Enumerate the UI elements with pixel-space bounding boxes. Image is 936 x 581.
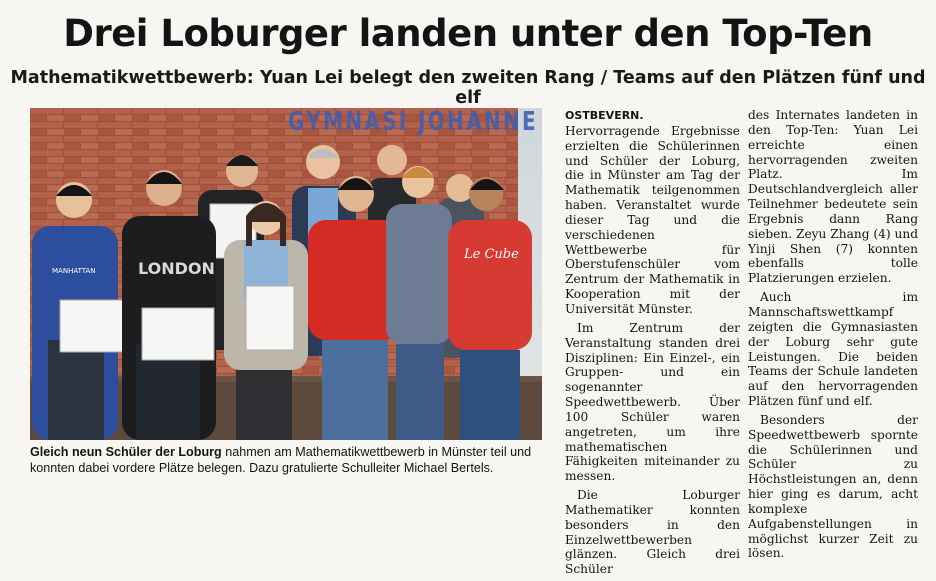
shirt-print-le-cube: Le Cube	[464, 247, 519, 262]
wall-lettering: GYMNASI JOHANNE	[288, 108, 538, 137]
caption-lead: Gleich neun Schüler der Loburg	[30, 445, 222, 459]
paragraph-4: des Internates landeten in den Top-Ten: Yuan Lei erreichte einen hervorragenden zweiten Platz. Im Deutschlandvergleich aller Teilnehmer bedeutete sein Ergebnis dann Rang sieben. Zeyu Zhang (4) und Yinji Shen (7) konnten ebenfalls tolle Platzierungen erzielen.	[748, 108, 919, 286]
group-photo	[30, 108, 542, 440]
paragraph-2: Im Zentrum der Veranstaltung standen drei Disziplinen: Ein Einzel-, ein Gruppen- und ein sogenannter Speedwettbewerb. Über 100 Schüler waren angetreten, um ihre mathematischen Fähigkeiten miteinander zu messen.	[565, 320, 740, 484]
paragraph-5: Auch im Mannschaftswettkampf zeigten die Gymnasiasten der Loburg sehr gute Leistungen. Die beiden Teams der Schule landeten auf den hervorragenden Plätzen fünf und elf.	[748, 290, 918, 409]
photo-caption	[30, 445, 542, 476]
dateline: OSTBEVERN.	[565, 109, 644, 122]
paragraph-3: Die Loburger Mathematiker konnten besonders in den Einzelwettbewerben glänzen. Gleich drei Schüler	[565, 488, 740, 577]
paragraph-6: Besonders der Speedwettbewerb spornte die Schülerinnen und Schüler zu Höchstleistungen an, denn hier ging es darum, acht komplexe Aufgabenstellungen in möglichst kurzer Zeit zu lösen.	[748, 412, 918, 561]
caption-text: nahmen am Mathematikwettbewerb in Münster teil und konnten dabei vordere Plätze belegen. Dazu gratulierte Schulleiter Michael Bertels.	[30, 445, 532, 475]
headline: Drei Loburger landen unter den Top-Ten	[63, 12, 873, 55]
shirt-print-london: LONDON	[138, 259, 215, 278]
paragraph-1-text: Hervorragende Ergebnisse erzielten die Schülerinnen und Schüler der Loburg, die in Münster am Tag der Mathematik teilgenommen haben. Veranstaltet wurde dieser Tag und die verschiedenen Wettbewerbe für Oberstufenschüler vom Zentrum der Mathematik in Kooperation mit der Universität Münster.	[565, 123, 740, 316]
subheadline: Mathematikwettbewerb: Yuan Lei belegt den zweiten Rang / Teams auf den Plätzen fünf und elf	[10, 68, 926, 108]
article-column-2	[748, 108, 918, 565]
article-column-1	[565, 108, 740, 581]
paragraph-1	[565, 108, 740, 317]
shirt-print-manhattan: MANHATTAN	[52, 267, 96, 275]
